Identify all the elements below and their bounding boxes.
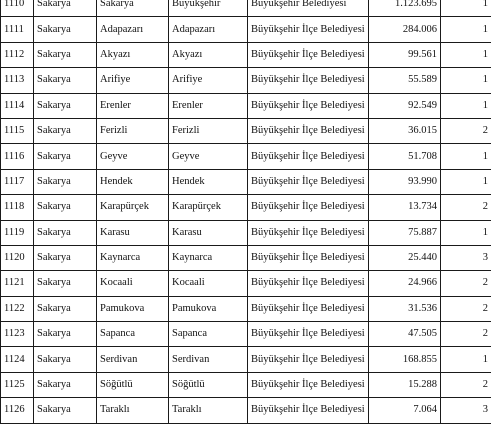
municipality-type-cell: Büyükşehir İlçe Belediyesi (248, 17, 369, 42)
municipality-cell: Karasu (169, 220, 248, 245)
population-cell: 92.549 (369, 93, 441, 118)
province-cell: Sakarya (34, 118, 97, 143)
municipality-cell: Kaynarca (169, 245, 248, 270)
table-row (1, 271, 491, 296)
row-number-cell: 1126 (1, 398, 34, 423)
row-number-cell: 1118 (1, 195, 34, 220)
province-cell: Sakarya (34, 93, 97, 118)
row-number-cell: 1112 (1, 42, 34, 67)
district-cell: Akyazı (97, 42, 169, 67)
municipality-cell: Kocaali (169, 271, 248, 296)
population-cell: 168.855 (369, 347, 441, 372)
municipality-cell: Geyve (169, 144, 248, 169)
table-row (1, 296, 491, 321)
municipality-type-cell: Büyükşehir İlçe Belediyesi (248, 144, 369, 169)
municipality-type-cell: Büyükşehir İlçe Belediyesi (248, 220, 369, 245)
population-cell: 24.966 (369, 271, 441, 296)
table-row (1, 42, 491, 67)
province-cell: Sakarya (34, 17, 97, 42)
group-cell: 1 (441, 220, 491, 245)
table-row (1, 347, 491, 372)
district-cell: Erenler (97, 93, 169, 118)
table-row (1, 398, 491, 423)
municipality-type-cell: Büyükşehir İlçe Belediyesi (248, 195, 369, 220)
population-cell: 99.561 (369, 42, 441, 67)
district-cell: Kocaali (97, 271, 169, 296)
group-cell: 2 (441, 118, 491, 143)
municipality-type-cell: Büyükşehir Belediyesi (248, 0, 369, 17)
population-cell: 51.708 (369, 144, 441, 169)
province-cell: Sakarya (34, 220, 97, 245)
municipality-type-cell: Büyükşehir İlçe Belediyesi (248, 93, 369, 118)
municipality-cell: Serdivan (169, 347, 248, 372)
population-cell: 15.288 (369, 372, 441, 397)
table-row (1, 17, 491, 42)
table-body (1, 0, 491, 423)
province-cell: Sakarya (34, 0, 97, 17)
population-cell: 13.734 (369, 195, 441, 220)
group-cell: 2 (441, 271, 491, 296)
district-cell: Karasu (97, 220, 169, 245)
row-number-cell: 1115 (1, 118, 34, 143)
district-cell: Ferizli (97, 118, 169, 143)
group-cell: 2 (441, 322, 491, 347)
row-number-cell: 1116 (1, 144, 34, 169)
municipality-type-cell: Büyükşehir İlçe Belediyesi (248, 42, 369, 67)
table-row (1, 93, 491, 118)
table-row (1, 169, 491, 194)
municipality-type-cell: Büyükşehir İlçe Belediyesi (248, 398, 369, 423)
group-cell: 1 (441, 93, 491, 118)
municipality-cell: Taraklı (169, 398, 248, 423)
district-cell: Arifiye (97, 68, 169, 93)
municipality-cell: Hendek (169, 169, 248, 194)
row-number-cell: 1123 (1, 322, 34, 347)
municipality-type-cell: Büyükşehir İlçe Belediyesi (248, 118, 369, 143)
population-cell: 36.015 (369, 118, 441, 143)
table-row (1, 372, 491, 397)
district-cell: Söğütlü (97, 372, 169, 397)
district-cell: Taraklı (97, 398, 169, 423)
district-cell: Sapanca (97, 322, 169, 347)
municipality-type-cell: Büyükşehir İlçe Belediyesi (248, 271, 369, 296)
municipality-cell: Adapazarı (169, 17, 248, 42)
group-cell: 2 (441, 195, 491, 220)
population-cell: 25.440 (369, 245, 441, 270)
group-cell: 2 (441, 372, 491, 397)
district-cell: Hendek (97, 169, 169, 194)
district-cell: Karapürçek (97, 195, 169, 220)
table-row (1, 68, 491, 93)
table-row (1, 322, 491, 347)
population-cell: 93.990 (369, 169, 441, 194)
group-cell: 1 (441, 42, 491, 67)
row-number-cell: 1124 (1, 347, 34, 372)
population-cell: 1.123.695 (369, 0, 441, 17)
province-cell: Sakarya (34, 195, 97, 220)
row-number-cell: 1122 (1, 296, 34, 321)
district-cell: Pamukova (97, 296, 169, 321)
group-cell: 3 (441, 398, 491, 423)
municipality-cell: Ferizli (169, 118, 248, 143)
population-cell: 75.887 (369, 220, 441, 245)
municipality-type-cell: Büyükşehir İlçe Belediyesi (248, 296, 369, 321)
population-cell: 284.006 (369, 17, 441, 42)
province-cell: Sakarya (34, 68, 97, 93)
province-cell: Sakarya (34, 372, 97, 397)
municipality-cell: Akyazı (169, 42, 248, 67)
population-cell: 55.589 (369, 68, 441, 93)
district-cell: Geyve (97, 144, 169, 169)
province-cell: Sakarya (34, 42, 97, 67)
row-number-cell: 1125 (1, 372, 34, 397)
group-cell: 2 (441, 296, 491, 321)
municipality-type-cell: Büyükşehir İlçe Belediyesi (248, 245, 369, 270)
district-cell: Serdivan (97, 347, 169, 372)
group-cell: 1 (441, 68, 491, 93)
municipality-type-cell: Büyükşehir İlçe Belediyesi (248, 322, 369, 347)
municipality-type-cell: Büyükşehir İlçe Belediyesi (248, 372, 369, 397)
row-number-cell: 1121 (1, 271, 34, 296)
province-cell: Sakarya (34, 169, 97, 194)
district-cell: Kaynarca (97, 245, 169, 270)
municipality-cell: Pamukova (169, 296, 248, 321)
table-row (1, 195, 491, 220)
municipality-cell: Karapürçek (169, 195, 248, 220)
province-cell: Sakarya (34, 347, 97, 372)
municipality-cell: Arifiye (169, 68, 248, 93)
municipality-type-cell: Büyükşehir İlçe Belediyesi (248, 169, 369, 194)
municipality-cell: Söğütlü (169, 372, 248, 397)
province-cell: Sakarya (34, 398, 97, 423)
row-number-cell: 1117 (1, 169, 34, 194)
group-cell: 1 (441, 347, 491, 372)
group-cell: 1 (441, 0, 491, 17)
group-cell: 3 (441, 245, 491, 270)
row-number-cell: 1110 (1, 0, 34, 17)
municipality-type-cell: Büyükşehir İlçe Belediyesi (248, 347, 369, 372)
table-row (1, 0, 491, 17)
row-number-cell: 1120 (1, 245, 34, 270)
table-row (1, 144, 491, 169)
group-cell: 1 (441, 17, 491, 42)
table-row (1, 118, 491, 143)
row-number-cell: 1113 (1, 68, 34, 93)
population-cell: 47.505 (369, 322, 441, 347)
population-cell: 31.536 (369, 296, 441, 321)
group-cell: 1 (441, 144, 491, 169)
municipality-cell: Sapanca (169, 322, 248, 347)
municipality-cell: Büyükşehir (169, 0, 248, 17)
district-cell: Sakarya (97, 0, 169, 17)
row-number-cell: 1119 (1, 220, 34, 245)
row-number-cell: 1114 (1, 93, 34, 118)
province-cell: Sakarya (34, 271, 97, 296)
municipality-type-cell: Büyükşehir İlçe Belediyesi (248, 68, 369, 93)
province-cell: Sakarya (34, 322, 97, 347)
province-cell: Sakarya (34, 296, 97, 321)
province-cell: Sakarya (34, 245, 97, 270)
district-cell: Adapazarı (97, 17, 169, 42)
population-cell: 7.064 (369, 398, 441, 423)
municipality-cell: Erenler (169, 93, 248, 118)
group-cell: 1 (441, 169, 491, 194)
table-row (1, 245, 491, 270)
province-cell: Sakarya (34, 144, 97, 169)
row-number-cell: 1111 (1, 17, 34, 42)
table-row (1, 220, 491, 245)
